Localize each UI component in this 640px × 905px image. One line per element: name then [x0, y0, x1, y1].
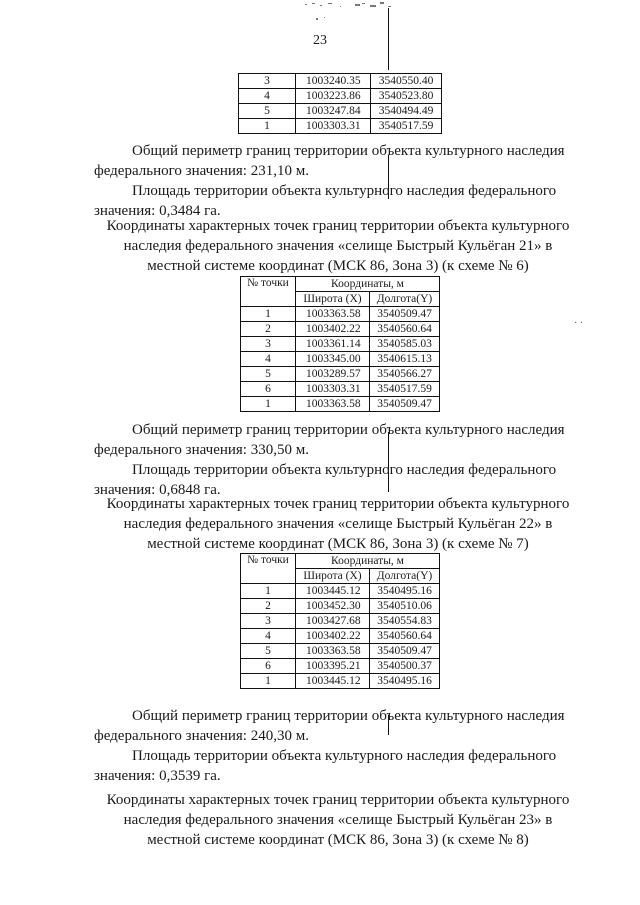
point-cell: 4: [241, 352, 296, 367]
lat-cell: 1003361.14: [296, 337, 370, 352]
lon-cell: 3540550.40: [371, 74, 442, 89]
perimeter-area-section-3: [94, 706, 582, 786]
lat-cell: 1003363.58: [296, 397, 370, 412]
area-value: значения: 0,3484 га.: [94, 203, 221, 219]
table-header-row: [241, 554, 440, 569]
table-row: [241, 337, 440, 352]
header-lon: Долгота(Y): [370, 292, 440, 307]
lat-cell: 1003445.12: [296, 584, 370, 599]
point-cell: 1: [241, 674, 296, 689]
point-cell: 1: [239, 119, 296, 134]
perimeter-value: федерального значения: 231,10 м.: [94, 163, 309, 179]
point-cell: 1: [241, 584, 296, 599]
table-row: [241, 629, 440, 644]
lon-cell: 3540494.49: [371, 104, 442, 119]
point-cell: 5: [241, 367, 296, 382]
lat-cell: 1003402.22: [296, 629, 370, 644]
lon-cell: 3540510.06: [370, 599, 440, 614]
lat-cell: 1003303.31: [296, 382, 370, 397]
table-row: [241, 307, 440, 322]
point-cell: 4: [241, 629, 296, 644]
caption-line: местной системе координат (МСК 86, Зона 3) (к схеме № 8): [147, 832, 529, 848]
coordinates-table-continued: [238, 73, 442, 134]
point-cell: 5: [239, 104, 296, 119]
header-coords: Координаты, м: [296, 277, 440, 292]
perimeter-area-section-2: [94, 420, 582, 500]
caption-line: местной системе координат (МСК 86, Зона 3) (к схеме № 7): [147, 536, 529, 552]
area-line: Площадь территории объекта культурного наследия федерального: [132, 748, 557, 764]
lat-cell: 1003240.35: [296, 74, 371, 89]
caption-line: Координаты характерных точек границ территории объекта культурного: [106, 218, 570, 234]
perimeter-paragraph: [94, 141, 582, 181]
lat-cell: 1003345.00: [296, 352, 370, 367]
lon-cell: 3540566.27: [370, 367, 440, 382]
table-row: [241, 352, 440, 367]
area-paragraph: [94, 746, 582, 786]
header-lon: Долгота(Y): [370, 569, 440, 584]
lon-cell: 3540495.16: [370, 674, 440, 689]
caption-line: Координаты характерных точек границ территории объекта культурного: [106, 792, 570, 808]
table-row: [239, 119, 442, 134]
lon-cell: 3540495.16: [370, 584, 440, 599]
table-row: [241, 674, 440, 689]
point-cell: 3: [239, 74, 296, 89]
lat-cell: 1003445.12: [296, 674, 370, 689]
table-row: [241, 367, 440, 382]
lat-cell: 1003395.21: [296, 659, 370, 674]
perimeter-value: федерального значения: 330,50 м.: [94, 442, 309, 458]
header-lat: Широта (X): [296, 569, 370, 584]
point-cell: 2: [241, 322, 296, 337]
header-coords: Координаты, м: [296, 554, 440, 569]
perimeter-line: Общий периметр границ территории объекта культурного наследия: [132, 422, 565, 438]
header-lat: Широта (X): [296, 292, 370, 307]
point-cell: 1: [241, 307, 296, 322]
lon-cell: 3540517.59: [370, 382, 440, 397]
table-row: [241, 614, 440, 629]
point-cell: 4: [239, 89, 296, 104]
table-row: [241, 382, 440, 397]
perimeter-paragraph: [94, 706, 582, 746]
table-row: [241, 659, 440, 674]
point-cell: 2: [241, 599, 296, 614]
caption-line: местной системе координат (МСК 86, Зона 3) (к схеме № 6): [147, 258, 529, 274]
area-paragraph: [94, 181, 582, 221]
table-caption-22: [80, 494, 596, 554]
perimeter-line: Общий периметр границ территории объекта культурного наследия: [132, 708, 565, 724]
lat-cell: 1003363.58: [296, 644, 370, 659]
lat-cell: 1003402.22: [296, 322, 370, 337]
lat-cell: 1003303.31: [296, 119, 371, 134]
coordinates-table-22: [240, 553, 440, 689]
caption-line: наследия федерального значения «селище Быстрый Кульёган 22» в: [123, 516, 553, 532]
caption-line: наследия федерального значения «селище Быстрый Кульёган 23» в: [123, 812, 553, 828]
lat-cell: 1003452.30: [296, 599, 370, 614]
caption-line: Координаты характерных точек границ территории объекта культурного: [106, 496, 570, 512]
table-header-row: [241, 277, 440, 292]
caption-line: наследия федерального значения «селище Быстрый Кульёган 21» в: [123, 238, 553, 254]
lon-cell: 3540554.83: [370, 614, 440, 629]
area-value: значения: 0,6848 га.: [94, 482, 221, 498]
perimeter-paragraph: [94, 420, 582, 460]
lon-cell: 3540509.47: [370, 397, 440, 412]
perimeter-value: федерального значения: 240,30 м.: [94, 728, 309, 744]
table-row: [241, 599, 440, 614]
lon-cell: 3540517.59: [371, 119, 442, 134]
point-cell: 3: [241, 614, 296, 629]
table-row: [239, 74, 442, 89]
scan-dots: · ·: [574, 318, 584, 329]
header-point: № точки: [241, 554, 296, 584]
lon-cell: 3540585.03: [370, 337, 440, 352]
table-caption-23: [80, 790, 596, 850]
lon-cell: 3540560.64: [370, 322, 440, 337]
perimeter-area-section-1: [94, 141, 582, 221]
lon-cell: 3540615.13: [370, 352, 440, 367]
lon-cell: 3540560.64: [370, 629, 440, 644]
point-cell: 5: [241, 644, 296, 659]
coordinates-table-21: [240, 276, 440, 412]
point-cell: 6: [241, 382, 296, 397]
lon-cell: 3540523.80: [371, 89, 442, 104]
table-row: [241, 397, 440, 412]
table-caption-21: [80, 216, 596, 276]
table-row: [241, 644, 440, 659]
lon-cell: 3540509.47: [370, 307, 440, 322]
header-point: № точки: [241, 277, 296, 307]
page-number: 23: [313, 33, 327, 48]
area-line: Площадь территории объекта культурного наследия федерального: [132, 183, 557, 199]
table-row: [241, 322, 440, 337]
scan-noise: [300, 0, 410, 22]
lat-cell: 1003247.84: [296, 104, 371, 119]
perimeter-line: Общий периметр границ территории объекта культурного наследия: [132, 143, 565, 159]
table-row: [239, 104, 442, 119]
lon-cell: 3540509.47: [370, 644, 440, 659]
table-row: [239, 89, 442, 104]
lat-cell: 1003223.86: [296, 89, 371, 104]
lat-cell: 1003363.58: [296, 307, 370, 322]
point-cell: 3: [241, 337, 296, 352]
point-cell: 6: [241, 659, 296, 674]
area-line: Площадь территории объекта культурного наследия федерального: [132, 462, 557, 478]
lat-cell: 1003289.57: [296, 367, 370, 382]
area-value: значения: 0,3539 га.: [94, 768, 221, 784]
lat-cell: 1003427.68: [296, 614, 370, 629]
table-row: [241, 584, 440, 599]
lon-cell: 3540500.37: [370, 659, 440, 674]
point-cell: 1: [241, 397, 296, 412]
